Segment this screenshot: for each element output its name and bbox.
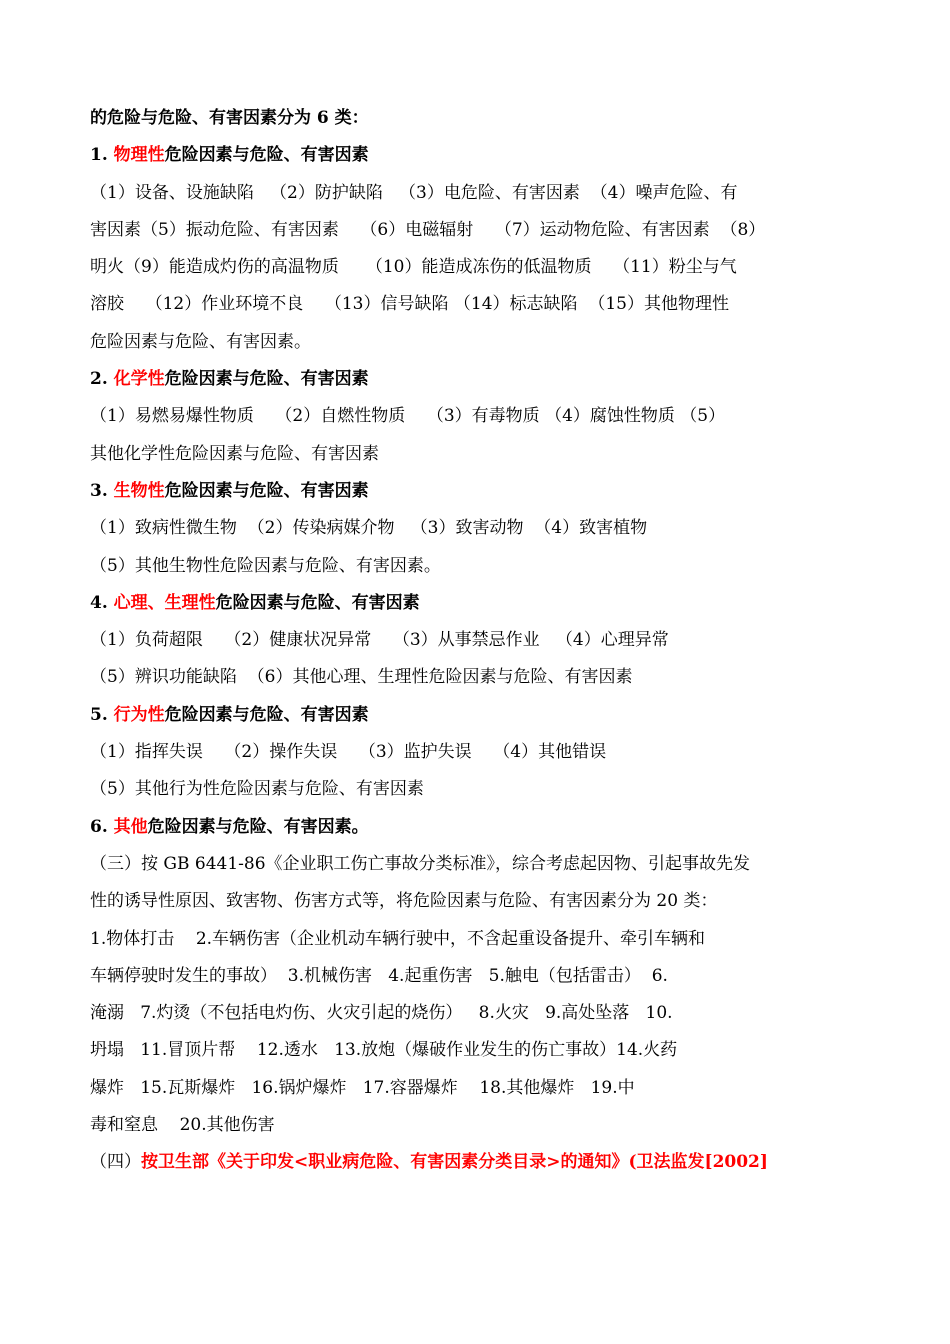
section-5-heading — [90, 697, 815, 734]
section-1-line: （1）设备、设施缺陷 （2）防护缺陷 （3）电危险、有害因素 （4）噪声危险、有 — [90, 182, 738, 203]
section-6-heading — [90, 809, 815, 846]
section-2-line: （1）易燃易爆性物质 （2）自燃性物质 （3）有毒物质 （4）腐蚀性物质 （5） — [90, 406, 726, 427]
section-2-line: 其他化学性危险因素与危险、有害因素 — [90, 443, 379, 464]
section-title-rest: 危险因素与危险、有害因素 — [164, 145, 369, 166]
section-3-line: （5）其他生物性危险因素与危险、有害因素。 — [90, 555, 441, 576]
para3-line: 性的诱导性原因、致害物、伤害方式等，将危险因素与危险、有害因素分为 20 类： — [90, 891, 718, 912]
para4-highlight: 按卫生部《关于印发<职业病危险、有害因素分类目录>的通知》(卫法监发[2002] — [141, 1152, 768, 1173]
section-keyword: 行为性 — [113, 704, 165, 725]
section-title-rest: 危险因素与危险、有害因素 — [164, 480, 369, 501]
section-title-rest: 危险因素与危险、有害因素 — [164, 369, 369, 390]
para3-line: 车辆停驶时发生的事故） 3.机械伤害 4.起重伤害 5.触电（包括雷击） 6. — [90, 965, 668, 986]
section-title-rest: 危险因素与危险、有害因素 — [215, 592, 420, 613]
section-4-line: （5）辨识功能缺陷 （6）其他心理、生理性危险因素与危险、有害因素 — [90, 667, 633, 688]
para3-line: 坍塌 11.冒顶片帮 12.透水 13.放炮（爆破作业发生的伤亡事故）14.火药 — [90, 1040, 678, 1061]
section-1-line: 危险因素与危险、有害因素。 — [90, 331, 311, 352]
para3-line: （三）按 GB 6441-86《企业职工伤亡事故分类标准》，综合考虑起因物、引起事故先发 — [90, 853, 751, 874]
section-keyword: 心理、生理性 — [113, 592, 216, 613]
section-5-line: （5）其他行为性危险因素与危险、有害因素 — [90, 779, 424, 800]
para3-line: 毒和窒息 20.其他伤害 — [90, 1115, 275, 1136]
section-4-line: （1）负荷超限 （2）健康状况异常 （3）从事禁忌作业 （4）心理异常 — [90, 630, 669, 651]
intro-line: 的危险与危险、有害因素分为 6 类： — [90, 108, 369, 128]
section-3-heading — [90, 473, 815, 510]
section-1-line: 明火（9）能造成灼伤的高温物质 （10）能造成冻伤的低温物质 （11）粉尘与气 — [90, 257, 737, 278]
section-number: 2. — [90, 369, 114, 390]
section-number: 4. — [90, 592, 114, 613]
section-number: 1. — [90, 145, 114, 166]
section-keyword: 物理性 — [113, 145, 165, 166]
section-title-rest: 危险因素与危险、有害因素。 — [147, 816, 369, 837]
section-keyword: 生物性 — [113, 480, 165, 501]
para3-line: 1.物体打击 2.车辆伤害（企业机动车辆行驶中，不含起重设备提升、牵引车辆和 — [90, 928, 706, 949]
section-2-heading — [90, 361, 815, 398]
section-5-line: （1）指挥失误 （2）操作失误 （3）监护失误 （4）其他错误 — [90, 742, 607, 763]
section-number: 3. — [90, 480, 114, 501]
para4-prefix: （四） — [90, 1152, 141, 1173]
section-3-line: （1）致病性微生物 （2）传染病媒介物 （3）致害动物 （4）致害植物 — [90, 518, 648, 539]
section-number: 6. — [90, 816, 114, 837]
section-4-heading — [90, 585, 815, 622]
section-keyword: 化学性 — [113, 369, 165, 390]
para3-line: 爆炸 15.瓦斯爆炸 16.锅炉爆炸 17.容器爆炸 18.其他爆炸 19.中 — [90, 1077, 635, 1098]
para3-line: 淹溺 7.灼烫（不包括电灼伤、火灾引起的烧伤） 8.火灾 9.高处坠落 10. — [90, 1003, 673, 1024]
section-number: 5. — [90, 704, 114, 725]
section-keyword: 其他 — [113, 816, 148, 837]
section-1-line: 溶胶 （12）作业环境不良 （13）信号缺陷 （14）标志缺陷 （15）其他物理性 — [90, 294, 729, 315]
section-1-line: 害因素（5）振动危险、有害因素 （6）电磁辐射 （7）运动物危险、有害因素 （8） — [90, 219, 766, 240]
section-1-heading — [90, 137, 815, 174]
para4-line — [90, 1144, 815, 1181]
document-page — [90, 100, 815, 1182]
section-title-rest: 危险因素与危险、有害因素 — [164, 704, 369, 725]
